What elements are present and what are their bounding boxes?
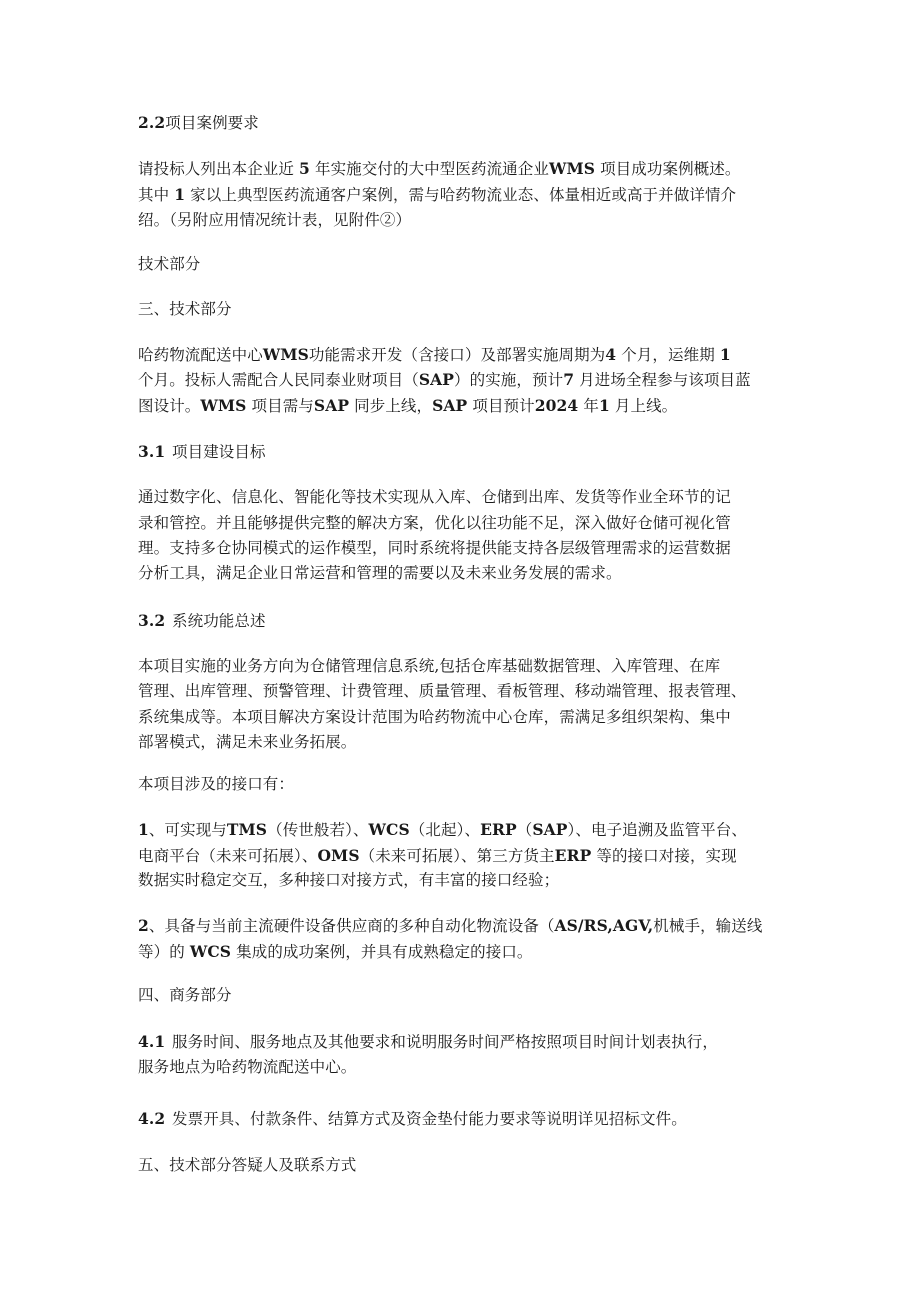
tech-section-label: 技术部分 bbox=[138, 255, 201, 273]
section-3-1-heading: 3.1 项目建设目标 bbox=[138, 442, 266, 461]
document-page: 2.2项目案例要求 请投标人列出本企业近 5 年实施交付的大中型医药流通企业WMS 项目成功案例概述。 其中 1 家以上典型医药流通客户案例，需与哈药物流业态、体量相近或高于并做详情介 绍。（另附应用情况统计表，见附件②） 技术部分 三、技术部分 哈药物流配送中心WMS功能需求开发（含接口）及部署实施周期为4 个月，运维期 1 个月。投标人需配合人民同泰业财项目（SAP）的实施，预计7 月进场全程参与该项目蓝 图设计。WMS 项目需与SAP 同步上线，SAP 项目预计2024 年1 月上线。 3.1 项目建设目标 通过数字化、信息化、智能化等技术实现从入库、仓储到出库、发货等作业全环节的记 录和管控。并且能够提供完整的解决方案，优化以往功能不足，深入做好仓储可视化管 理。支持多仓协同模式的运作模型，同时系统将提供能支持各层级管理需求的运营数据 分析工具，满足企业日常运营和管理的需要以及未来业务发展的需求。 3.2 系统功能总述 本项目实施的业务方向为仓储管理信息系统,包括仓库基础数据管理、入库管理、在库 管理、出库管理、预警管理、计费管理、质量管理、看板管理、移动端管理、报表管理、 系统集成等。本项目解决方案设计范围为哈药物流中心仓库，需满足多组织架构、集中 部署模式，满足未来业务拓展。 本项目涉及的接口有： 1、可实现与TMS（传世般若）、WCS（北起）、ERP（SAP）、电子追溯及监管平台、 电商平台（未来可拓展）、OMS（未来可拓展）、第三方货主ERP 等的接口对接，实现 数据实时稳定交互，多种接口对接方式，有丰富的接口经验； 2、具备与当前主流硬件设备供应商的多种自动化物流设备（AS/RS,AGV,机械手，输送线 等）的 WCS 集成的成功案例，并具有成熟稳定的接口。 四、商务部分 4.1 服务时间、服务地点及其他要求和说明服务时间严格按照项目时间计划表执行， 服务地点为哈药物流配送中心。 4.2 发票开具、付款条件、结算方式及资金垫付能力要求等说明详见招标文件。 五、技术部分答疑人及联系方式 bbox=[0, 0, 920, 1301]
section-2-2-heading: 2.2项目案例要求 bbox=[138, 113, 259, 132]
section-5-heading: 五、技术部分答疑人及联系方式 bbox=[138, 1156, 357, 1174]
section-4-heading: 四、商务部分 bbox=[138, 986, 232, 1004]
section-3-2-heading: 3.2 系统功能总述 bbox=[138, 611, 266, 630]
section-3-heading: 三、技术部分 bbox=[138, 300, 232, 318]
section-4-2: 4.2 发票开具、付款条件、结算方式及资金垫付能力要求等说明详见招标文件。 bbox=[138, 1109, 687, 1128]
interface-intro: 本项目涉及的接口有： bbox=[138, 775, 295, 793]
